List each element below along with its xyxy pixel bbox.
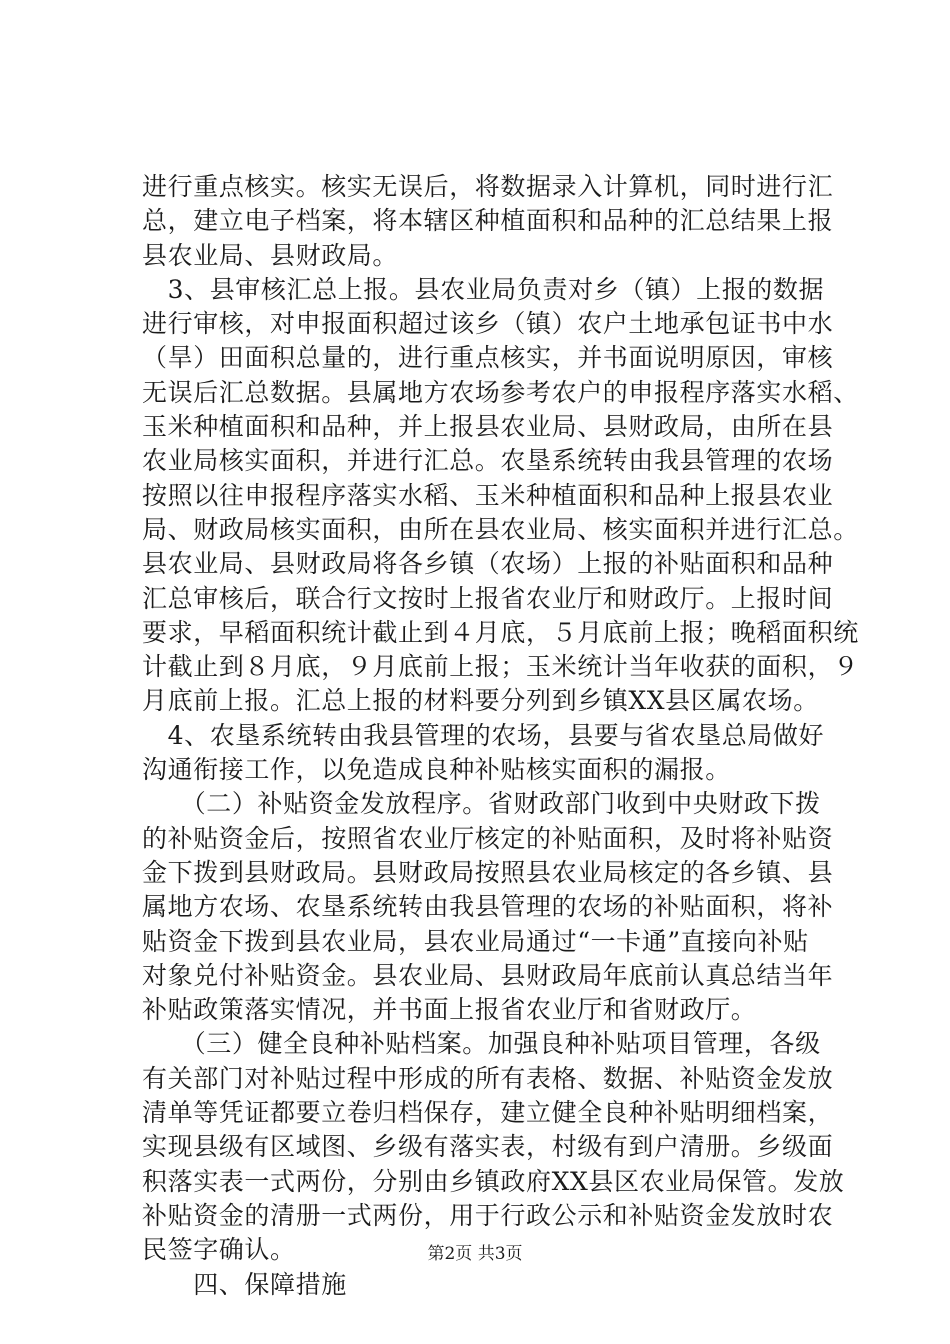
text-line: （三）健全良种补贴档案。加强良种补贴项目管理，各级 xyxy=(142,1029,821,1059)
text-line: 县农业局、县财政局将各乡镇（农场）上报的补贴面积和品种 xyxy=(142,549,834,579)
text-line: 要求，早稻面积统计截止到４月底，５月底前上报；晚稻面积统 xyxy=(142,617,859,647)
text-line: 局、财政局核实面积，由所在县农业局、核实面积并进行汇总。 xyxy=(142,514,859,544)
text-line: 实现县级有区域图、乡级有落实表，村级有到户清册。乡级面 xyxy=(142,1132,834,1162)
section-heading: 四、保障措施 xyxy=(142,1269,347,1299)
text-line: 补贴资金的清册一式两份，用于行政公示和补贴资金发放时农 xyxy=(142,1200,834,1230)
text-line: 县农业局、县财政局。 xyxy=(142,240,399,270)
text-line: 4、农垦系统转由我县管理的农场，县要与省农垦总局做好 xyxy=(142,720,825,750)
document-body xyxy=(142,170,859,1302)
text-line: 进行重点核实。核实无误后，将数据录入计算机，同时进行汇 xyxy=(142,172,834,201)
text-line: 民签字确认。 xyxy=(142,1235,296,1265)
text-line: 有关部门对补贴过程中形成的所有表格、数据、补贴资金发放 xyxy=(142,1063,834,1093)
text-line: 汇总审核后，联合行文按时上报省农业厅和财政厅。上报时间 xyxy=(142,583,834,613)
text-line: 3、县审核汇总上报。县农业局负责对乡（镇）上报的数据 xyxy=(142,274,825,304)
text-line: 计截止到８月底，９月底前上报；玉米统计当年收获的面积，９ xyxy=(142,652,859,682)
text-line: 金下拨到县财政局。县财政局按照县农业局核定的各乡镇、县 xyxy=(142,857,834,887)
text-line: 进行审核，对申报面积超过该乡（镇）农户土地承包证书中水 xyxy=(142,309,834,339)
text-line: 沟通衔接工作，以免造成良种补贴核实面积的漏报。 xyxy=(142,755,731,785)
text-line: （二）补贴资金发放程序。省财政部门收到中央财政下拨 xyxy=(142,789,821,819)
text-line: 的补贴资金后，按照省农业厅核定的补贴面积，及时将补贴资 xyxy=(142,823,834,853)
text-line: 无误后汇总数据。县属地方农场参考农户的申报程序落实水稻、 xyxy=(142,377,859,407)
text-line: 农业局核实面积，并进行汇总。农垦系统转由我县管理的农场 xyxy=(142,446,834,476)
page-footer: 第2页 共3页 xyxy=(427,1244,523,1264)
text-line: 按照以往申报程序落实水稻、玉米种植面积和品种上报县农业 xyxy=(142,480,834,510)
text-line: 总，建立电子档案，将本辖区种植面积和品种的汇总结果上报 xyxy=(142,206,834,236)
text-line: 贴资金下拨到县农业局，县农业局通过“一卡通”直接向补贴 xyxy=(142,926,809,956)
text-line: 补贴政策落实情况，并书面上报省农业厅和省财政厅。 xyxy=(142,995,757,1025)
text-line: 月底前上报。汇总上报的材料要分列到乡镇XX县区属农场。 xyxy=(142,686,819,716)
text-line: 积落实表一式两份，分别由乡镇政府XX县区农业局保管。发放 xyxy=(142,1166,845,1196)
text-line: 属地方农场、农垦系统转由我县管理的农场的补贴面积，将补 xyxy=(142,892,834,922)
text-line: （旱）田面积总量的，进行重点核实，并书面说明原因，审核 xyxy=(142,343,834,373)
text-line: 玉米种植面积和品种，并上报县农业局、县财政局，由所在县 xyxy=(142,412,834,442)
text-line: 对象兑付补贴资金。县农业局、县财政局年底前认真总结当年 xyxy=(142,960,834,990)
text-line: 清单等凭证都要立卷归档保存，建立健全良种补贴明细档案， xyxy=(142,1098,834,1128)
